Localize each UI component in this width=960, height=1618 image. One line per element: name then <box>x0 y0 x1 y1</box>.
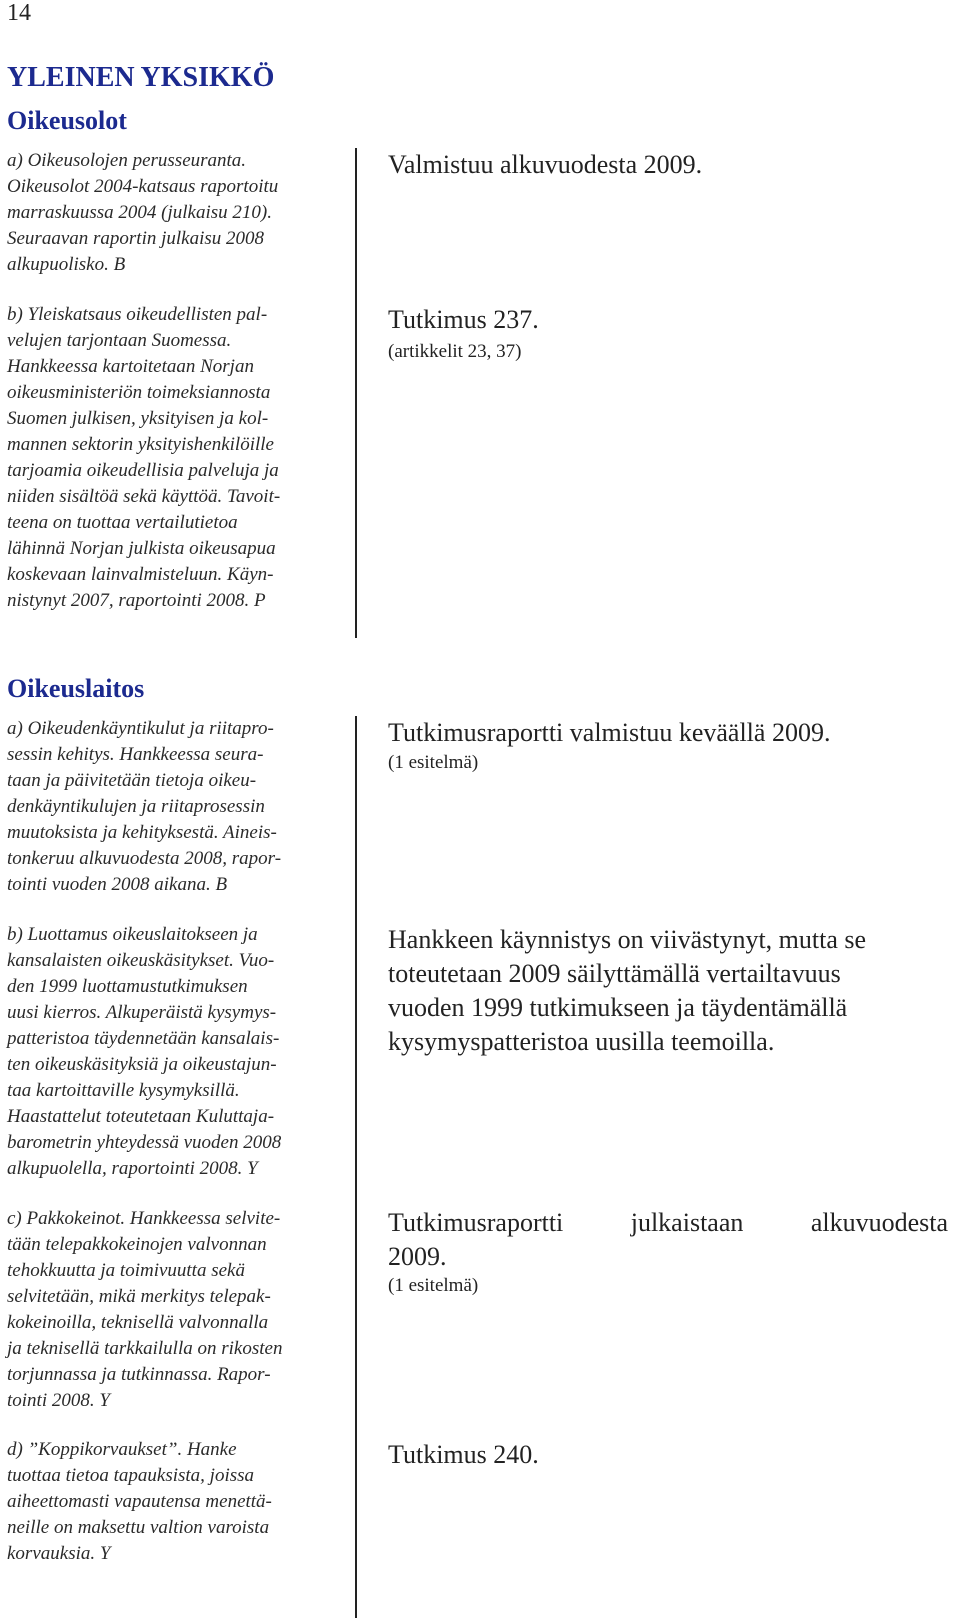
column-divider <box>355 148 357 638</box>
project-item-b: b) Luottamus oikeuslaitokseen ja kansalaisten oikeuskäsitykset. Vuo- den 1999 luottamustutkimuksen uusi kierros. Alkuperäistä kysymys- patteristoa täydennetään kansalais- ten oikeuskäsityksiä ja oikeustajun- taa kartoittaville kysymyksillä. Haastattelut toteutetaan Kuluttaja- barometrin yhteydessä vuoden 2008 alkupuolella, raportointi 2008. Y <box>7 924 282 1179</box>
status-item-b: Hankkeen käynnistys on viivästynyt, mutta se toteutetaan 2009 säilyttämällä vertailtavuus vuoden 1999 tutkimukseen ja täydentämällä kysymyspatteristoa uusilla teemoilla. <box>388 925 867 1056</box>
project-item-a: a) Oikeusolojen perusseuranta. Oikeusolot 2004-katsaus raportoitu marraskuussa 2004 (julkaisu 210). Seuraavan raportin julkaisu 2008 alkupuolisko. B <box>7 150 279 275</box>
section-heading-oikeusolot: Oikeusolot <box>7 106 127 135</box>
status-item-c-word: Tutkimusraportti <box>388 1208 564 1237</box>
project-item-b: b) Yleiskatsaus oikeudellisten pal- velujen tarjontaan Suomessa. Hankkeessa kartoitetaan Norjan oikeusministeriön toimeksiannosta Suomen julkisen, yksityisen ja kol- mannen sektorin yksityishenkilöille tarjoamia oikeudellisia palveluja ja niiden sisältöä sekä käyttöä. Tavoit- teena on tuottaa vertailutietoa lähinnä Norjan julkista oikeusapua koskevaan lainvalmisteluun. Käyn- nistynyt 2007, raportointi 2008. P <box>7 304 281 611</box>
section-heading-oikeuslaitos: Oikeuslaitos <box>7 674 145 703</box>
project-item-c: c) Pakkokeinot. Hankkeessa selvite- tään telepakkokeinojen valvonnan tehokkuutta ja toimivuutta sekä selvitetään, mikä merkitys telepak- kokeinoilla, teknisellä valvonnalla ja teknisellä tarkkailulla on rikosten torjunnassa ja tutkinnassa. Rapor- tointi 2008. Y <box>7 1208 283 1411</box>
project-item-d: d) ”Koppikorvaukset”. Hanke tuottaa tietoa tapauksista, joissa aiheettomasti vapautensa menettä- neille on maksettu valtion varoista korvauksia. Y <box>7 1439 272 1564</box>
status-item-a: Valmistuu alkuvuodesta 2009. <box>388 150 703 179</box>
status-item-b-note: (artikkelit 23, 37) <box>388 341 522 362</box>
status-item-a-note: (1 esitelmä) <box>388 752 479 773</box>
status-item-c-word: julkaistaan <box>630 1208 744 1237</box>
status-item-c-word: alkuvuodesta <box>810 1208 948 1237</box>
unit-heading: YLEINEN YKSIKKÖ <box>7 62 275 93</box>
status-item-c-note: (1 esitelmä) <box>388 1275 479 1296</box>
status-item-b: Tutkimus 237. <box>388 305 539 334</box>
status-item-a: Tutkimusraportti valmistuu keväällä 2009. <box>388 718 831 747</box>
status-item-d: Tutkimus 240. <box>388 1440 539 1469</box>
status-item-c <box>388 1206 948 1240</box>
project-item-a: a) Oikeudenkäyntikulut ja riitapro- sessin kehitys. Hankkeessa seura- taan ja päivitetään tietoja oikeu- denkäyntikulujen ja riitaprosessin muutoksista ja kehityksestä. Aineis- tonkeruu alkuvuodesta 2008, rapor- tointi vuoden 2008 aikana. B <box>7 718 282 895</box>
status-item-c-line2: 2009. <box>388 1242 447 1271</box>
page-number: 14 <box>7 0 31 26</box>
column-divider <box>355 716 357 1618</box>
